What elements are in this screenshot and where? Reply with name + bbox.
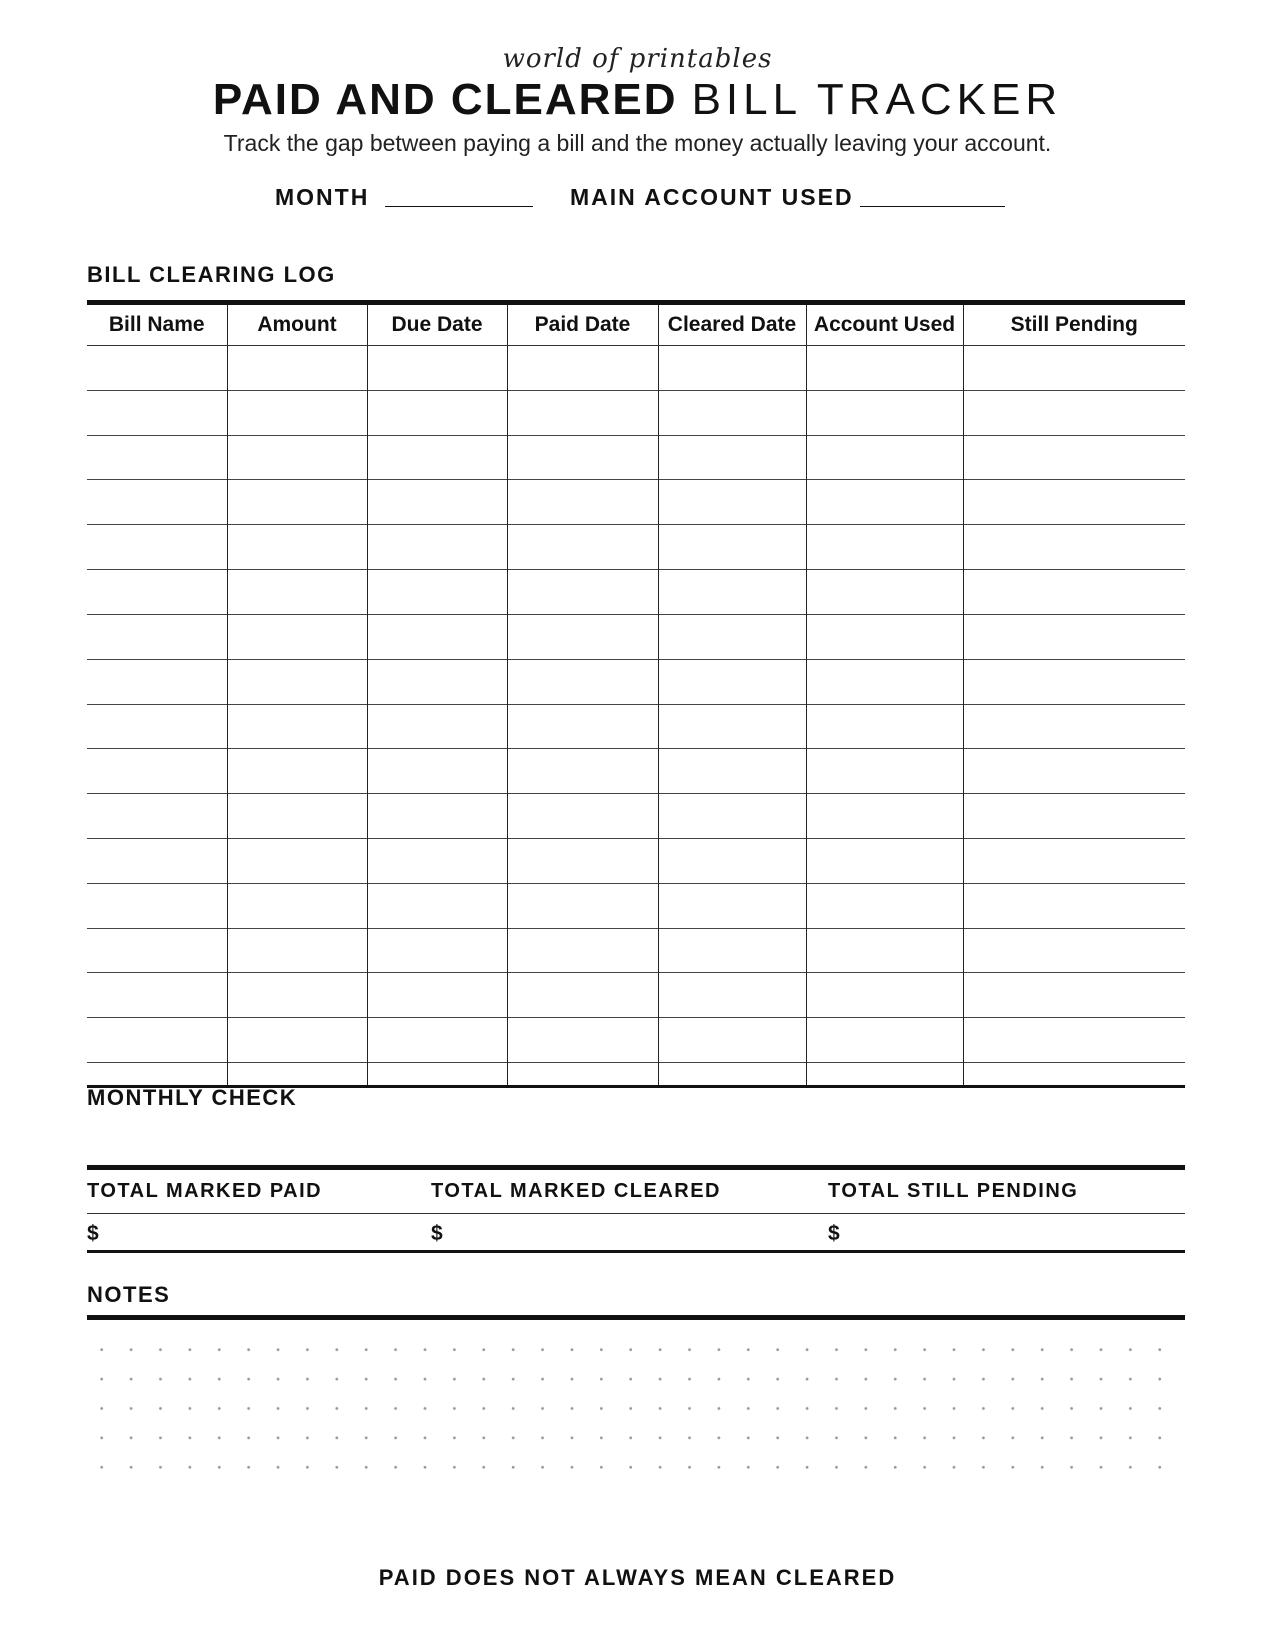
table-cell[interactable] (963, 1018, 1185, 1063)
table-cell[interactable] (507, 659, 658, 704)
table-row (87, 794, 1185, 839)
table-row (87, 1063, 1185, 1086)
table-cell[interactable] (87, 1063, 227, 1086)
page-title-bold: PAID AND CLEARED (212, 75, 678, 124)
table-cell[interactable] (963, 928, 1185, 973)
table-cell[interactable] (507, 525, 658, 570)
table-cell[interactable] (87, 838, 227, 883)
table-cell[interactable] (227, 480, 367, 525)
table-cell[interactable] (658, 390, 806, 435)
table-cell[interactable] (507, 838, 658, 883)
total-marked-cleared-field[interactable]: $ (431, 1222, 443, 1245)
table-cell[interactable] (658, 346, 806, 391)
table-cell[interactable] (806, 749, 963, 794)
table-row (87, 570, 1185, 615)
table-cell[interactable] (367, 928, 507, 973)
table-cell[interactable] (227, 928, 367, 973)
table-row (87, 973, 1185, 1018)
table-cell[interactable] (806, 928, 963, 973)
table-cell[interactable] (963, 346, 1185, 391)
table-cell[interactable] (507, 480, 658, 525)
table-cell[interactable] (367, 346, 507, 391)
table-cell[interactable] (367, 973, 507, 1018)
table-cell[interactable] (227, 973, 367, 1018)
table-row (87, 883, 1185, 928)
table-cell[interactable] (806, 794, 963, 839)
table-cell[interactable] (507, 390, 658, 435)
table-cell[interactable] (87, 973, 227, 1018)
table-cell[interactable] (658, 794, 806, 839)
total-marked-paid-label: TOTAL MARKED PAID (87, 1180, 323, 1202)
table-row (87, 435, 1185, 480)
notes-rule (87, 1315, 1185, 1320)
table-cell[interactable] (658, 973, 806, 1018)
table-cell[interactable] (658, 435, 806, 480)
table-cell[interactable] (367, 704, 507, 749)
column-header: Account Used (806, 305, 963, 346)
table-cell[interactable] (658, 704, 806, 749)
table-cell[interactable] (963, 1063, 1185, 1086)
table-cell[interactable] (87, 704, 227, 749)
table-row (87, 1018, 1185, 1063)
table-cell[interactable] (806, 435, 963, 480)
table-cell[interactable] (87, 928, 227, 973)
table-cell[interactable] (87, 480, 227, 525)
table-cell[interactable] (806, 525, 963, 570)
monthly-check-title: MONTHLY CHECK (87, 1085, 298, 1110)
table-row (87, 390, 1185, 435)
table-cell[interactable] (227, 838, 367, 883)
table-cell[interactable] (227, 346, 367, 391)
table-cell[interactable] (658, 614, 806, 659)
brand-wordmark: world of printables (502, 44, 773, 74)
table-cell[interactable] (507, 794, 658, 839)
main-account-label: MAIN ACCOUNT USED (570, 184, 854, 210)
table-cell[interactable] (806, 973, 963, 1018)
table-cell[interactable] (87, 346, 227, 391)
table-cell[interactable] (87, 1018, 227, 1063)
page-title-light: BILL TRACKER (691, 75, 1063, 124)
table-cell[interactable] (963, 749, 1185, 794)
table-cell[interactable] (227, 749, 367, 794)
table-cell[interactable] (367, 435, 507, 480)
table-cell[interactable] (87, 883, 227, 928)
monthly-check-table (87, 1165, 1185, 1253)
column-header: Due Date (367, 305, 507, 346)
table-row (87, 704, 1185, 749)
table-cell[interactable] (367, 390, 507, 435)
table-body (87, 346, 1185, 1086)
table-cell[interactable] (367, 883, 507, 928)
table-cell[interactable] (367, 570, 507, 615)
column-header: Amount (227, 305, 367, 346)
table-cell[interactable] (963, 614, 1185, 659)
table-cell[interactable] (87, 794, 227, 839)
main-account-field[interactable] (860, 206, 1005, 207)
table-row (87, 525, 1185, 570)
table-cell[interactable] (658, 838, 806, 883)
total-still-pending-label: TOTAL STILL PENDING (828, 1180, 1079, 1202)
table-cell[interactable] (963, 480, 1185, 525)
month-field[interactable] (385, 206, 533, 207)
table-cell[interactable] (367, 659, 507, 704)
table-cell[interactable] (367, 838, 507, 883)
table-cell[interactable] (87, 525, 227, 570)
table-cell[interactable] (658, 525, 806, 570)
table-cell[interactable] (507, 704, 658, 749)
table-row (87, 659, 1185, 704)
monthly-check-divider (87, 1213, 1185, 1214)
table-cell[interactable] (507, 1018, 658, 1063)
table-cell[interactable] (806, 659, 963, 704)
table-cell[interactable] (507, 1063, 658, 1086)
column-header: Paid Date (507, 305, 658, 346)
table-cell[interactable] (227, 570, 367, 615)
total-marked-paid-field[interactable]: $ (87, 1222, 99, 1245)
table-cell[interactable] (963, 794, 1185, 839)
notes-title: NOTES (87, 1282, 171, 1307)
table-cell[interactable] (227, 435, 367, 480)
table-cell[interactable] (367, 749, 507, 794)
table-cell[interactable] (658, 480, 806, 525)
table-cell[interactable] (507, 346, 658, 391)
table-cell[interactable] (806, 570, 963, 615)
table-cell[interactable] (507, 749, 658, 794)
table-cell[interactable] (963, 704, 1185, 749)
table-cell[interactable] (806, 838, 963, 883)
table-cell[interactable] (227, 1018, 367, 1063)
column-header: Bill Name (87, 305, 227, 346)
table-cell[interactable] (658, 928, 806, 973)
table-cell[interactable] (227, 525, 367, 570)
page-title (0, 74, 1275, 126)
table-cell[interactable] (963, 570, 1185, 615)
table-cell[interactable] (507, 614, 658, 659)
table-cell[interactable] (507, 883, 658, 928)
table-cell[interactable] (367, 1018, 507, 1063)
table-cell[interactable] (227, 794, 367, 839)
table-cell[interactable] (87, 390, 227, 435)
table-cell[interactable] (227, 1063, 367, 1086)
table-cell[interactable] (367, 525, 507, 570)
table-cell[interactable] (806, 1063, 963, 1086)
table-cell[interactable] (87, 614, 227, 659)
table-cell[interactable] (963, 525, 1185, 570)
table-cell[interactable] (658, 1063, 806, 1086)
table-row (87, 749, 1185, 794)
table-header-row (87, 305, 1185, 346)
table-cell[interactable] (87, 749, 227, 794)
bill-clearing-log-title: BILL CLEARING LOG (87, 262, 336, 287)
notes-dot-grid[interactable] (87, 1335, 1185, 1495)
table-cell[interactable] (806, 704, 963, 749)
table-cell[interactable] (507, 570, 658, 615)
table-row (87, 614, 1185, 659)
table-row (87, 480, 1185, 525)
table-cell[interactable] (806, 480, 963, 525)
table-cell[interactable] (367, 794, 507, 839)
table-cell[interactable] (658, 749, 806, 794)
column-header: Still Pending (963, 305, 1185, 346)
table-row (87, 346, 1185, 391)
footer-tagline: PAID DOES NOT ALWAYS MEAN CLEARED (378, 1565, 897, 1590)
table-row (87, 838, 1185, 883)
table-cell[interactable] (507, 928, 658, 973)
month-label: MONTH (275, 184, 370, 210)
table-cell[interactable] (658, 883, 806, 928)
table-cell[interactable] (227, 704, 367, 749)
table-cell[interactable] (963, 659, 1185, 704)
table-cell[interactable] (227, 614, 367, 659)
table-cell[interactable] (658, 659, 806, 704)
total-marked-cleared-label: TOTAL MARKED CLEARED (431, 1180, 721, 1202)
table-cell[interactable] (806, 346, 963, 391)
table-cell[interactable] (367, 614, 507, 659)
total-still-pending-field[interactable]: $ (828, 1222, 840, 1245)
table-cell[interactable] (963, 883, 1185, 928)
table-cell[interactable] (806, 1018, 963, 1063)
column-header: Cleared Date (658, 305, 806, 346)
table-cell[interactable] (227, 390, 367, 435)
table-cell[interactable] (658, 570, 806, 615)
table-cell[interactable] (806, 883, 963, 928)
table-cell[interactable] (367, 1063, 507, 1086)
bill-clearing-log-table (87, 300, 1185, 1088)
table-row (87, 928, 1185, 973)
table-cell[interactable] (963, 838, 1185, 883)
table-cell[interactable] (87, 435, 227, 480)
table-cell[interactable] (367, 480, 507, 525)
page-subtitle: Track the gap between paying a bill and the money actually leaving your account. (223, 130, 1052, 156)
table-cell[interactable] (658, 1018, 806, 1063)
table-cell[interactable] (227, 659, 367, 704)
table-cell[interactable] (87, 659, 227, 704)
table-cell[interactable] (227, 883, 367, 928)
table-cell[interactable] (963, 973, 1185, 1018)
table-cell[interactable] (507, 435, 658, 480)
header-fields (275, 184, 1035, 214)
table-cell[interactable] (806, 614, 963, 659)
table-cell[interactable] (963, 390, 1185, 435)
table-cell[interactable] (806, 390, 963, 435)
table-cell[interactable] (963, 435, 1185, 480)
table-cell[interactable] (87, 570, 227, 615)
table-cell[interactable] (507, 973, 658, 1018)
